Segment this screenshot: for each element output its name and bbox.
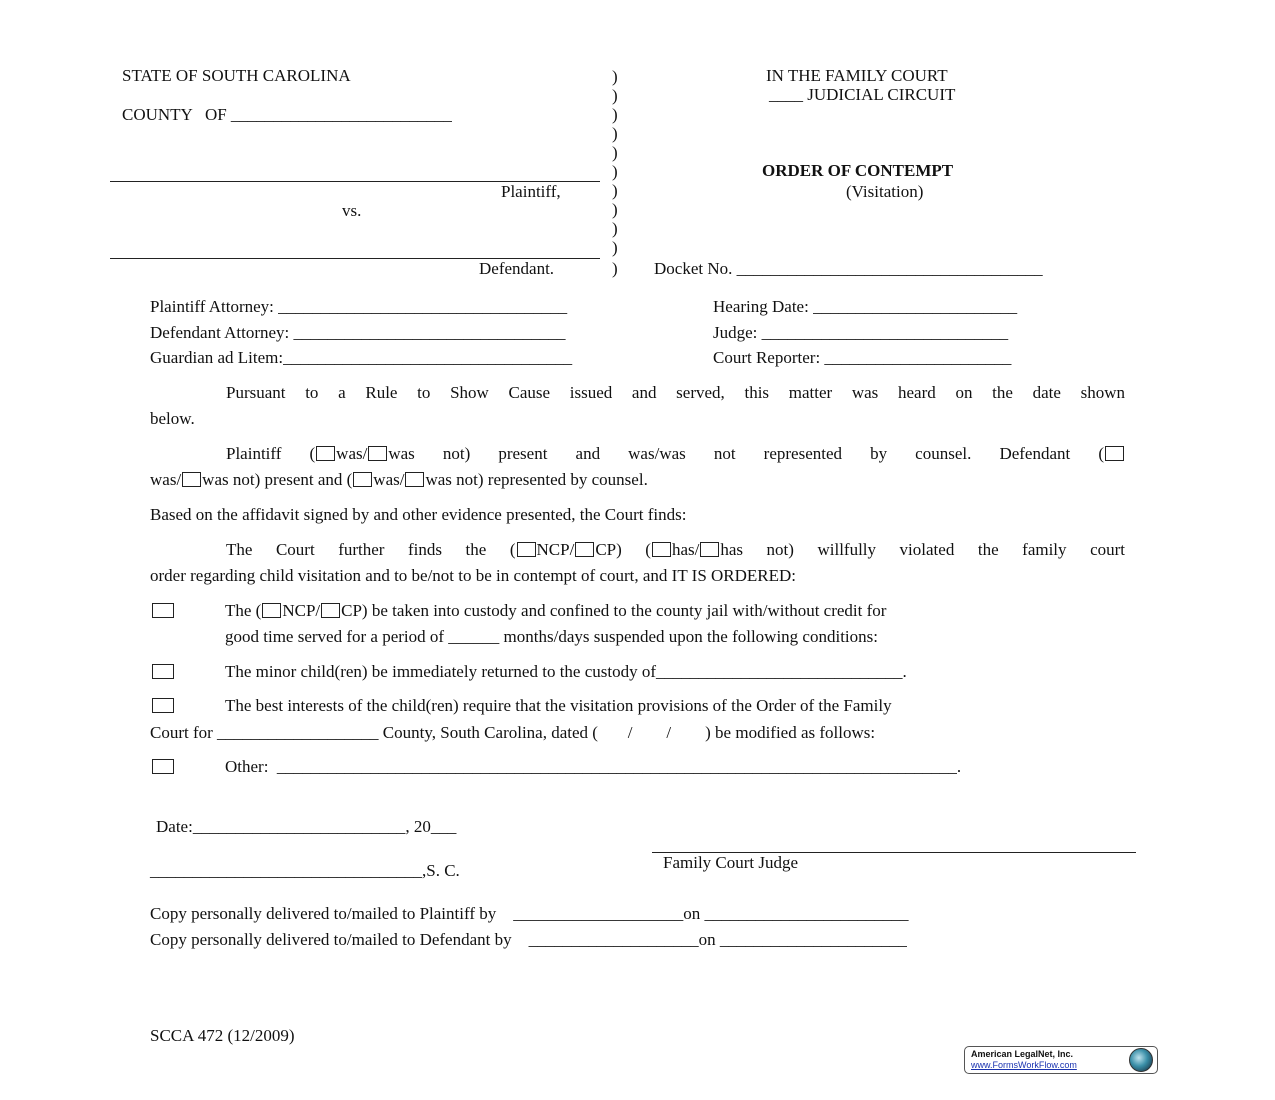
order-other-field[interactable]: Other: ________________________________________________________________________________. — [225, 757, 962, 776]
presence-paragraph — [150, 444, 1125, 464]
violation-paragraph-cont: order regarding child visitation and to be/not to be in contempt of court, and IT IS ORDERED: — [150, 566, 797, 585]
presence-text: was not) present and was/was not represented by counsel. Defendant ( — [388, 444, 1105, 463]
presence-text: was/ — [150, 470, 182, 489]
presence-paragraph-cont — [150, 470, 648, 490]
custody-ncp-checkbox[interactable] — [262, 603, 281, 618]
caption-paren: ) — [612, 86, 618, 105]
order-text: The ( — [225, 601, 262, 620]
custody-cp-checkbox[interactable] — [321, 603, 340, 618]
caption-paren: ) — [612, 105, 618, 124]
presence-text: Plaintiff ( — [226, 444, 316, 463]
document-title: ORDER OF CONTEMPT — [762, 161, 954, 180]
finding-has-not-checkbox[interactable] — [700, 542, 719, 557]
presence-text: was not) represented by counsel. — [425, 470, 648, 489]
defendant-attorney-field[interactable]: Defendant Attorney: ________________________________ — [150, 323, 566, 342]
order-return-child-checkbox[interactable] — [152, 664, 174, 679]
violation-text: NCP/ — [536, 540, 575, 559]
logo-name: American LegalNet, Inc. — [971, 1049, 1074, 1059]
defendant-not-represented-checkbox[interactable] — [405, 472, 424, 487]
paragraph-rule-to-show-cause-cont: below. — [150, 409, 195, 428]
order-text: NCP/ — [282, 601, 321, 620]
caption-paren: ) — [612, 162, 618, 181]
plaintiff-present-checkbox[interactable] — [316, 446, 335, 461]
hearing-date-field[interactable]: Hearing Date: ________________________ — [713, 297, 1018, 316]
violation-text: has not) willfully violated the family court — [720, 540, 1125, 559]
violation-paragraph — [150, 540, 1125, 560]
order-other-checkbox[interactable] — [152, 759, 174, 774]
defendant-represented-checkbox[interactable] — [353, 472, 372, 487]
caption-paren: ) — [612, 143, 618, 162]
violation-text: has/ — [671, 540, 700, 559]
violation-text: The Court further finds the ( — [226, 540, 516, 559]
court-heading: IN THE FAMILY COURT — [766, 66, 948, 85]
guardian-field[interactable]: Guardian ad Litem:__________________________________ — [150, 348, 573, 367]
findings-intro: Based on the affidavit signed by and other evidence presented, the Court finds: — [150, 505, 687, 524]
finding-has-checkbox[interactable] — [652, 542, 671, 557]
caption-paren: ) — [612, 238, 618, 257]
plaintiff-not-present-checkbox[interactable] — [368, 446, 387, 461]
state-heading: STATE OF SOUTH CAROLINA — [122, 66, 351, 85]
delivery-plaintiff-field[interactable]: Copy personally delivered to/mailed to Plaintiff by ____________________on ________________________ — [150, 904, 909, 923]
paragraph-rule-to-show-cause: Pursuant to a Rule to Show Cause issued and served, this matter was heard on the date shown — [226, 383, 1125, 402]
order-modify-visitation-text: The best interests of the child(ren) require that the visitation provisions of the Order of the Family — [225, 696, 892, 715]
plaintiff-label: Plaintiff, — [501, 182, 561, 201]
order-return-child-text: The minor child(ren) be immediately returned to the custody of_____________________________. — [225, 662, 907, 681]
circuit-field[interactable]: ____ JUDICIAL CIRCUIT — [769, 85, 956, 104]
location-field[interactable]: ________________________________,S. C. — [150, 861, 460, 880]
docket-field[interactable]: Docket No. ____________________________________ — [654, 259, 1043, 278]
date-field[interactable]: Date:_________________________, 20___ — [156, 817, 457, 836]
order-custody-checkbox[interactable] — [152, 603, 174, 618]
presence-text: was not) present and ( — [202, 470, 353, 489]
caption-paren: ) — [612, 200, 618, 219]
judge-signature-label: Family Court Judge — [663, 853, 799, 872]
finding-cp-checkbox[interactable] — [575, 542, 594, 557]
county-field[interactable]: COUNTY OF __________________________ — [122, 105, 452, 124]
defendant-present-checkbox[interactable] — [1105, 446, 1124, 461]
form-id: SCCA 472 (12/2009) — [150, 1026, 295, 1045]
caption-paren: ) — [612, 181, 618, 200]
vendor-logo[interactable] — [964, 1046, 1158, 1074]
delivery-defendant-field[interactable]: Copy personally delivered to/mailed to Defendant by ____________________on ______________________ — [150, 930, 907, 949]
caption-paren: ) — [612, 259, 618, 278]
finding-ncp-checkbox[interactable] — [517, 542, 536, 557]
caption-paren: ) — [612, 67, 618, 86]
logo-url[interactable]: www.FormsWorkFlow.com — [971, 1060, 1077, 1070]
defendant-not-present-checkbox[interactable] — [182, 472, 201, 487]
presence-text: was/ — [373, 470, 405, 489]
vs-label: vs. — [342, 201, 362, 220]
document-subtitle: (Visitation) — [846, 182, 924, 201]
order-modify-visitation-checkbox[interactable] — [152, 698, 174, 713]
caption-paren: ) — [612, 124, 618, 143]
order-text: CP) be taken into custody and confined to the county jail with/without credit for — [341, 601, 887, 620]
defendant-label: Defendant. — [479, 259, 555, 278]
globe-icon — [1129, 1048, 1153, 1072]
caption-paren: ) — [612, 219, 618, 238]
court-reporter-field[interactable]: Court Reporter: ______________________ — [713, 348, 1012, 367]
plaintiff-attorney-field[interactable]: Plaintiff Attorney: __________________________________ — [150, 297, 568, 316]
presence-text: was/ — [336, 444, 368, 463]
order-modify-visitation-text-cont: Court for ___________________ County, South Carolina, dated ( / / ) be modified as follows: — [150, 723, 876, 742]
order-custody-text-cont: good time served for a period of ______ months/days suspended upon the following conditions: — [225, 627, 878, 646]
judge-field[interactable]: Judge: _____________________________ — [713, 323, 1009, 342]
order-custody-text — [225, 601, 886, 621]
violation-text: CP) ( — [595, 540, 651, 559]
